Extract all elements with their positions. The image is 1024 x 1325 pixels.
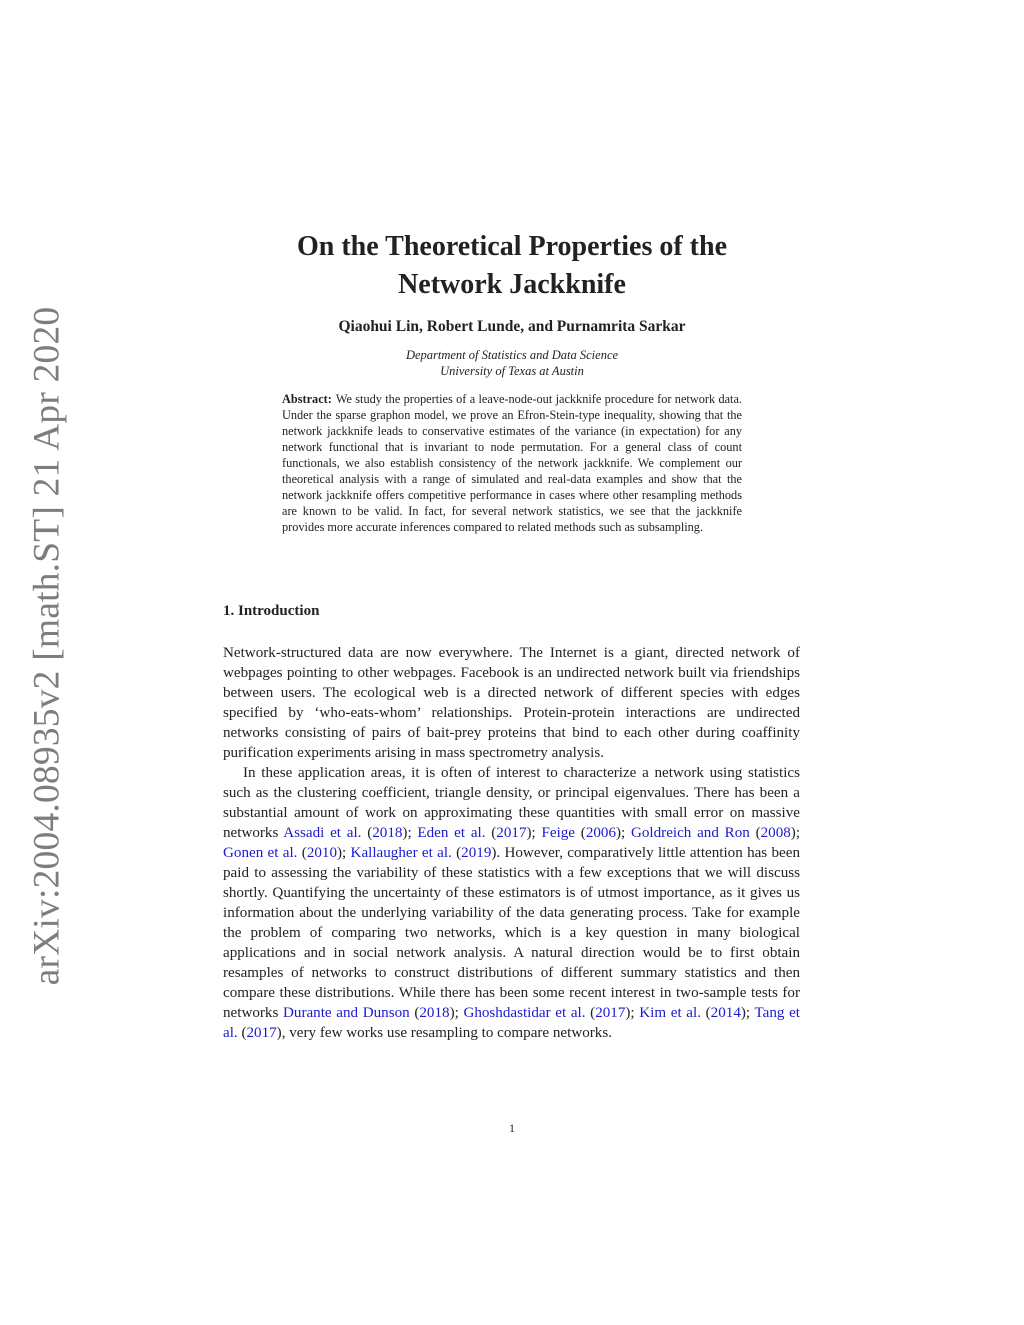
citation-ghoshdastidar-year[interactable]: 2017 bbox=[595, 1005, 626, 1021]
citation-ghoshdastidar[interactable]: Ghoshdastidar et al. bbox=[463, 1005, 586, 1021]
citation-feige[interactable]: Feige bbox=[541, 825, 576, 841]
abstract bbox=[282, 391, 742, 535]
affiliation bbox=[0, 347, 1024, 379]
citation-feige-year[interactable]: 2006 bbox=[585, 825, 616, 841]
paragraph-2-text-c: , very few works use resampling to compare networks. bbox=[281, 1025, 612, 1041]
citation-gonen-year[interactable]: 2010 bbox=[306, 845, 337, 861]
paragraph-1: Network-structured data are now everywhere. The Internet is a giant, directed network of webpages pointing to other webpages. Facebook is an undirected network built via friendships between users. The ecological web is a directed network of different species with edges specified by ‘who-eats-whom’ relationships. Protein-protein interactions are undirected networks consisting of pairs of bait-prey proteins that bind to each other during coaffinity purification experiments arising in mass spectrometry analysis. bbox=[223, 645, 800, 761]
citation-assadi[interactable]: Assadi et al. bbox=[283, 825, 362, 841]
citation-kallaugher[interactable]: Kallaugher et al. bbox=[350, 845, 452, 861]
abstract-label: Abstract: bbox=[282, 392, 332, 406]
title-line-1: On the Theoretical Properties of the bbox=[296, 231, 728, 262]
citation-tang[interactable]: Tang et al. bbox=[223, 1005, 800, 1041]
title-line-2: Network Jackknife bbox=[398, 269, 626, 300]
citation-goldreich[interactable]: Goldreich and Ron bbox=[630, 825, 750, 841]
paper-title bbox=[0, 228, 1024, 304]
department: Department of Statistics and Data Science bbox=[405, 348, 619, 362]
section-heading-introduction: 1. Introduction bbox=[223, 603, 320, 619]
citation-kim[interactable]: Kim et al. bbox=[639, 1005, 701, 1021]
page-number: 1 bbox=[509, 1121, 515, 1135]
arxiv-identifier-text: arXiv:2004.08935v2 [math.ST] 21 Apr 2020 bbox=[26, 306, 68, 986]
citation-goldreich-year[interactable]: 2008 bbox=[760, 825, 791, 841]
paragraph-2-text-a: In these application areas, it is often of interest to characterize a network using statistics such as the clustering coefficient, triangle density, or principal eigenvalues. There has been a substantial amount of work on approximating these quantities with small error on massive networks bbox=[223, 765, 800, 841]
citation-kim-year[interactable]: 2014 bbox=[710, 1005, 741, 1021]
paragraph-2-text-b: . However, comparatively little attention has been paid to assessing the variability of these statistics with a few exceptions that we will discuss shortly. Quantifying the uncertainty of these estimators is of utmost importance, as it gives us information about the underlying variability of the data generating process. Take for example the problem of comparing two networks, which is a key question in many biological applications and in social network analysis. A natural direction would be to first obtain resamples of networks to construct distributions of different summary statistics and then compare these distributions. While there has been some recent interest in two-sample tests for networks bbox=[223, 845, 800, 1021]
university: University of Texas at Austin bbox=[440, 364, 584, 378]
citation-eden-year[interactable]: 2017 bbox=[496, 825, 527, 841]
citation-durante-year[interactable]: 2018 bbox=[419, 1005, 450, 1021]
abstract-text: We study the properties of a leave-node-out jackknife procedure for network data. Under the sparse graphon model, we prove an Efron-Stein-type inequality, showing that the network jackknife leads to conservative estimates of the variance (in expectation) for any network functional that is invariant to node permutation. For a general class of count functionals, we also establish consistency of the network jackknife. We complement our theoretical analysis with a range of simulated and real-data examples and show that the network jackknife offers competitive performance in cases where other resampling methods are known to be valid. In fact, for several network statistics, we see that the jackknife provides more accurate inferences compared to related methods such as subsampling. bbox=[282, 392, 742, 534]
citation-assadi-year[interactable]: 2018 bbox=[372, 825, 403, 841]
paragraph-2: In these application areas, it is often of interest to characterize a network using statistics such as the clustering coefficient, triangle density, or principal eigenvalues. There has been a substantial amount of work on approximating these quantities with small error on massive networks Assadi et al. (2018); Eden et al. (2017); Feige (2006); Goldreich and Ron (2008); Gonen et al. (2010); Kallaugher et al. (2019). However, comparatively little attention has been paid to assessing the variability of these statistics with a few exceptions that we will discuss shortly. Quantifying the uncertainty of these estimators is of utmost importance, as it gives us information about the underlying variability of the data generating process. Take for example the problem of comparing two networks, which is a key question in many biological applications and in social network analysis. A natural direction would be to first obtain resamples of networks to construct distributions of different summary statistics and then compare these distributions. While there has been some recent interest in two-sample tests for networks Durante and Dunson (2018); Ghoshdastidar et al. (2017); Kim et al. (2014); Tang et al. (2017), very few works use resampling to compare networks. bbox=[223, 765, 801, 1041]
introduction-body bbox=[223, 643, 800, 1043]
citation-durante[interactable]: Durante and Dunson bbox=[283, 1005, 410, 1021]
citation-eden[interactable]: Eden et al. bbox=[417, 825, 486, 841]
citation-kallaugher-year[interactable]: 2019 bbox=[461, 845, 492, 861]
citation-gonen[interactable]: Gonen et al. bbox=[223, 845, 298, 861]
author-list: Qiaohui Lin, Robert Lunde, and Purnamrita Sarkar bbox=[338, 318, 686, 335]
citation-tang-year[interactable]: 2017 bbox=[246, 1025, 277, 1041]
